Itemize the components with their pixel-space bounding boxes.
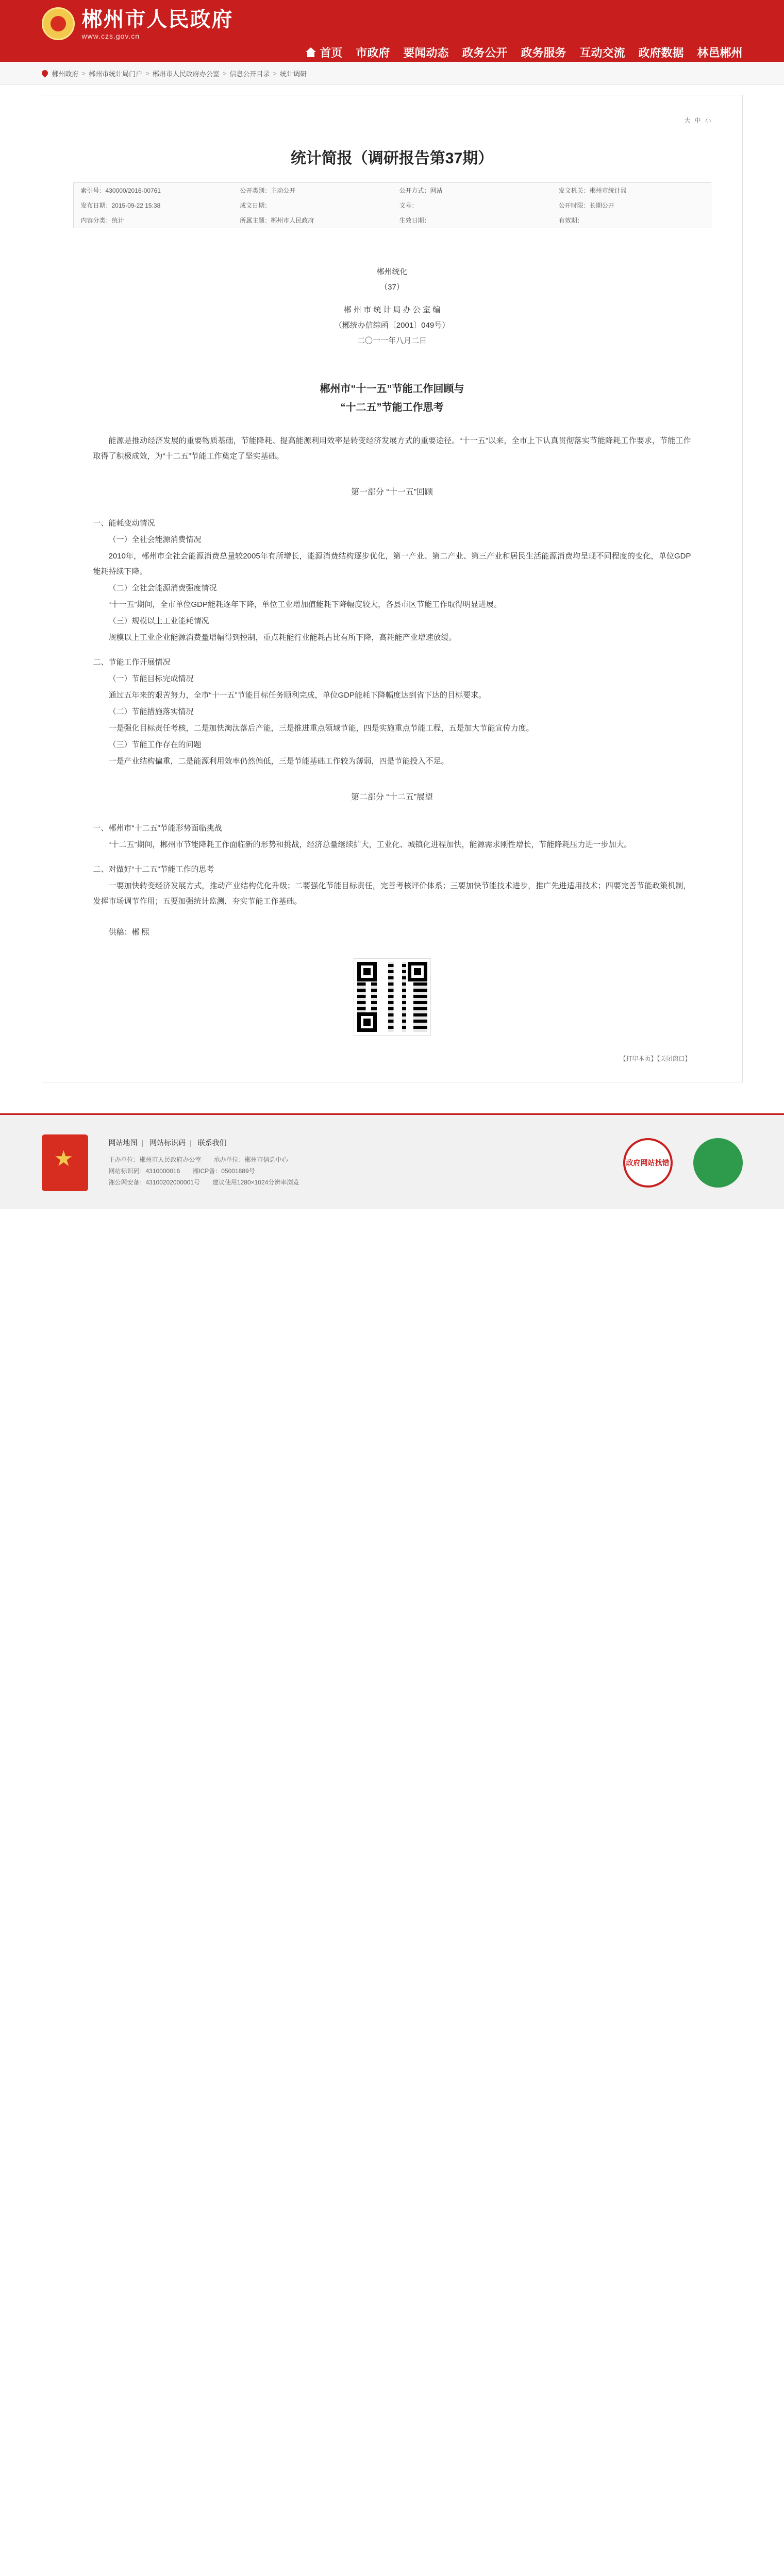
doc-date: 二〇一一年八月二日 [357,336,427,345]
location-icon [40,69,49,78]
eco-badge-icon[interactable] [693,1138,743,1188]
doc-issue: （37） [380,283,404,292]
footer-links: 网站地图 | 网站标识码 | 联系我们 [108,1139,227,1147]
site-domain: www.czs.gov.cn [81,32,140,40]
nav-government[interactable]: 市政府 [356,46,390,59]
intro-paragraph: 能源是推动经济发展的重要物质基础，节能降耗、提高能源利用效率是转变经济发展方式的重要途径。“十一五”以来，全市上下认真贯彻落实节能降耗工作要求，节能工作取得了积极成效，为“十二五”节能工作奠定了坚实基础。 [93,436,691,461]
author-line: 供稿：郴 熙 [108,928,149,937]
footer-link[interactable]: 网站地图 [108,1139,138,1147]
paragraph: 通过五年来的艰苦努力，全市“十一五”节能目标任务顺利完成，单位GDP能耗下降幅度达到省下达的目标要求。 [108,691,487,700]
paragraph: “十二五”期间，郴州市节能降耗工作面临新的形势和挑战，经济总量继续扩大，工业化、城镇化进程加快，能源需求刚性增长，节能降耗压力进一步加大。 [108,840,632,849]
part1-content [93,516,691,769]
article-body [93,264,691,1066]
nav-open-affairs[interactable]: 政务公开 [462,46,508,59]
main-nav [305,44,742,60]
national-emblem-icon [42,7,75,40]
doc-editor: 郴 州 市 统 计 局 办 公 室 编 [343,306,441,314]
error-report-badge[interactable]: 政府网站找错 [623,1138,673,1188]
part2-content [93,821,691,909]
meta-row: 内容分类：统计 所属主题：郴州市人民政府 生效日期： 有效期： [80,217,583,224]
nav-linyi[interactable]: 林邑郴州 [697,46,743,59]
nav-data[interactable]: 政府数据 [638,46,684,59]
breadcrumb-item[interactable]: 郴州政府 [52,70,79,78]
article-container [42,95,743,1082]
article-heading-1: 郴州市“十一五”节能工作回顾与 [320,383,464,395]
footer-info: 主办单位：郴州市人民政府办公室 承办单位：郴州市信息中心 [108,1156,288,1163]
doc-series: 郴州统化 [376,267,408,276]
font-size-tools [73,116,711,125]
section-heading: 二、节能工作开展情况 [93,658,171,667]
part-heading: 第一部分 “十一五”回顾 [351,488,433,497]
paragraph: （二）全社会能源消费强度情况 [108,584,217,592]
paragraph: （一）节能目标完成情况 [108,674,194,683]
section-heading: 二、对做好“十二五”节能工作的思考 [93,865,214,874]
paragraph: （二）节能措施落实情况 [108,707,194,716]
paragraph: （一）全社会能源消费情况 [108,535,202,544]
breadcrumb-item[interactable]: 郴州市人民政府办公室 [152,70,220,78]
section-heading: 一、能耗变动情况 [93,519,155,528]
paragraph: 一是强化目标责任考核，二是加快淘汰落后产能，三是推进重点领域节能，四是实施重点节能工程，五是加大节能宣传力度。 [108,724,534,733]
breadcrumb-item[interactable]: 郴州市统计局门户 [89,70,143,78]
footer-link[interactable]: 网站标识码 [149,1139,186,1147]
document-meta-table [73,182,711,228]
font-large-button[interactable]: 大 [684,117,691,124]
footer-link[interactable]: 联系我们 [197,1139,227,1147]
breadcrumb: 郴州政府 > 郴州市统计局门户 > 郴州市人民政府办公室 > 信息公开目录 > 统计调研 [0,62,784,84]
nav-interaction[interactable]: 互动交流 [579,46,625,59]
site-header [0,0,784,62]
footer-info: 网站标识码：4310000016 湘ICP备：05001889号 [108,1167,255,1175]
site-title: 郴州市人民政府 [81,8,233,31]
nav-services[interactable]: 政务服务 [521,46,566,59]
nav-news[interactable]: 要闻动态 [403,46,449,59]
page-title: 统计简报（调研报告第37期） [290,150,494,167]
qr-code-icon [354,959,430,1035]
party-gov-badge-icon[interactable] [42,1134,88,1191]
meta-row: 发布日期：2015-09-22 15:38 成文日期： 文号： 公开时限：长期公开 [80,202,614,209]
meta-row: 索引号：430000/2016-00761 公开类别：主动公开 公开方式：网站 发文机关：郴州市统计局 [80,187,627,194]
part-heading: 第二部分 “十二五”展望 [351,793,433,802]
breadcrumb-item[interactable]: 统计调研 [279,70,307,78]
paragraph: 规模以上工业企业能源消费量增幅得到控制，重点耗能行业能耗占比有所下降，高耗能产业增速放缓。 [108,633,457,642]
paragraph: 一要加快转变经济发展方式，推动产业结构优化升级；二要强化节能目标责任，完善考核评价体系；三要加快节能技术进步，推广先进适用技术；四要完善节能政策机制，发挥市场调节作用；五要加强统计监测，夯实节能工作基础。 [93,882,691,906]
nav-home[interactable]: 首页 [305,44,342,60]
qr-code [93,959,691,1041]
site-footer [0,1113,784,1209]
paragraph: （三）规模以上工业能耗情况 [108,617,209,625]
paragraph: 2010年，郴州市全社会能源消费总量较2005年有所增长，能源消费结构逐步优化，第一产业、第二产业、第三产业和居民生活能源消费均呈现不同程度的变化，单位GDP能耗持续下降。 [93,552,691,576]
paragraph: 一是产业结构偏重，二是能源利用效率仍然偏低，三是节能基础工作较为薄弱，四是节能投入不足。 [108,757,449,766]
font-small-button[interactable]: 小 [705,117,711,124]
breadcrumb-item[interactable]: 信息公开目录 [229,70,270,78]
home-icon [305,47,316,58]
paragraph: “十一五”期间，全市单位GDP能耗逐年下降，单位工业增加值能耗下降幅度较大，各县市区节能工作取得明显进展。 [108,600,502,609]
site-logo[interactable] [42,7,233,40]
footer-info: 湘公网安备：43100202000001号 建议使用1280×1024分辨率浏览 [108,1179,299,1186]
article-heading-2: “十二五”节能工作思考 [340,402,444,413]
paragraph: （三）节能工作存在的问题 [108,740,202,749]
doc-number: （郴统办信综函〔2001〕049号） [334,321,450,330]
section-heading: 一、郴州市“十二五”节能形势面临挑战 [93,824,222,833]
print-close-links[interactable]: 【打印本页】【关闭窗口】 [620,1055,691,1062]
font-mid-button[interactable]: 中 [694,117,701,124]
